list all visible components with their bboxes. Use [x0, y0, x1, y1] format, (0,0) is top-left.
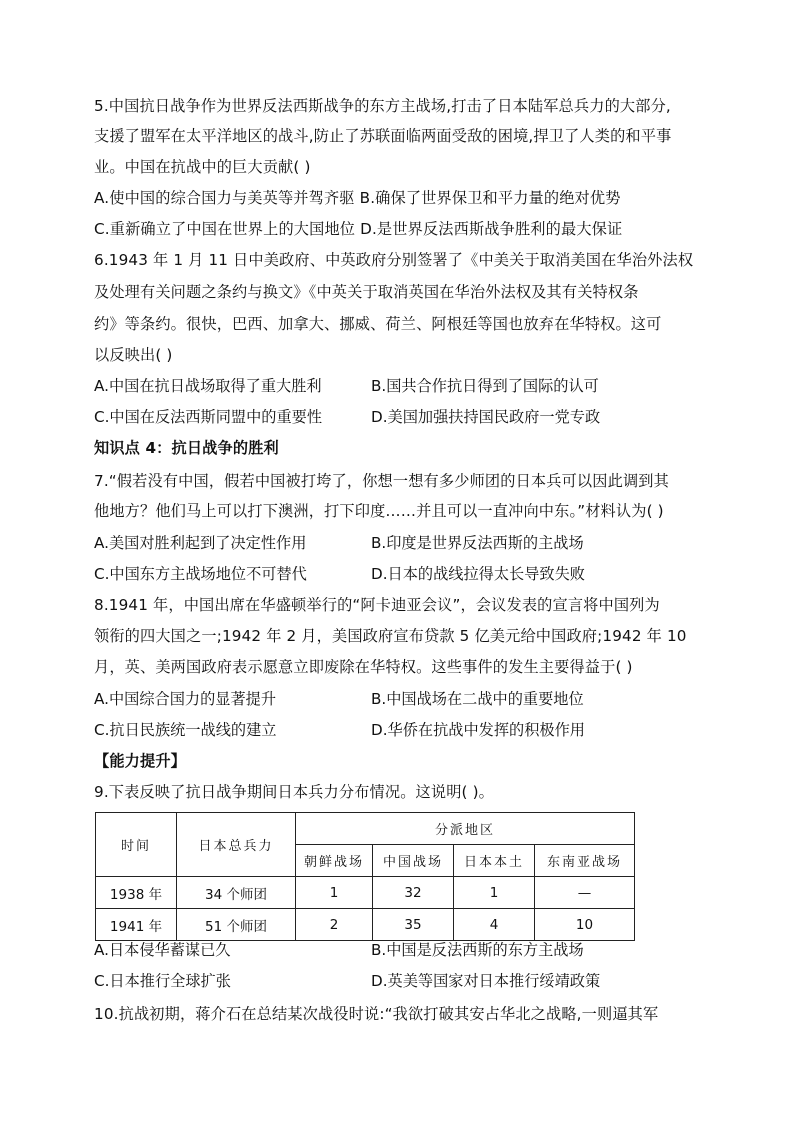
header-total-troops: 日本总兵力	[177, 813, 296, 877]
row-japan: 1	[454, 877, 535, 909]
q10-line-1: 10.抗战初期，蒋介石在总结某次战役时说:“我欲打破其安占华北之战略,一则逼其军	[94, 1005, 659, 1023]
row-total: 34 个师团	[177, 877, 296, 909]
q7-line-2: 他地方？他们马上可以打下澳洲，打下印度……并且可以一直冲向中东。”材料认为( )	[94, 502, 664, 520]
table-row	[96, 909, 635, 941]
q7-option-a: A.美国对胜利起到了决定性作用	[94, 534, 307, 552]
header-korea: 朝鲜战场	[296, 845, 373, 877]
row-total: 51 个师团	[177, 909, 296, 941]
row-southeast-asia: —	[535, 877, 635, 909]
q7-option-c: C.中国东方主战场地位不可替代	[94, 565, 307, 583]
q8-line-1: 8.1941 年，中国出席在华盛顿举行的“阿卡迪亚会议”，会议发表的宣言将中国列为	[94, 596, 660, 614]
q5-options-ab: A.使中国的综合国力与美英等并驾齐驱 B.确保了世界保卫和平力量的绝对优势	[94, 189, 621, 207]
row-korea: 1	[296, 877, 373, 909]
q6-option-a: A.中国在抗日战场取得了重大胜利	[94, 377, 322, 395]
q7-line-1: 7.“假若没有中国，假若中国被打垮了，你想一想有多少师团的日本兵可以因此调到其	[94, 472, 669, 490]
q6-line-3: 约》等条约。很快，巴西、加拿大、挪威、荷兰、阿根廷等国也放弃在华特权。这可	[94, 315, 662, 333]
q5-line-1: 5.中国抗日战争作为世界反法西斯战争的东方主战场,打击了日本陆军总兵力的大部分,	[94, 97, 671, 115]
q6-line-2: 及处理有关问题之条约与换文》《中英关于取消英国在华治外法权及其有关特权条	[94, 283, 639, 301]
q5-options-cd: C.重新确立了中国在世界上的大国地位 D.是世界反法西斯战争胜利的最大保证	[94, 220, 623, 238]
row-korea: 2	[296, 909, 373, 941]
header-time: 时间	[96, 813, 177, 877]
q8-option-d: D.华侨在抗战中发挥的积极作用	[371, 721, 585, 739]
q5-line-2: 支援了盟军在太平洋地区的战斗,防止了苏联面临两面受敌的困境,捍卫了人类的和平事	[94, 127, 672, 145]
q9-option-a: A.日本侵华蓄谋已久	[94, 941, 231, 959]
row-year: 1938 年	[96, 877, 177, 909]
table-row	[96, 877, 635, 909]
q6-line-1: 6.1943 年 1 月 11 日中美政府、中英政府分别签署了《中美关于取消美国在华治外法权	[94, 251, 694, 269]
row-china: 35	[373, 909, 454, 941]
q6-option-c: C.中国在反法西斯同盟中的重要性	[94, 408, 323, 426]
row-japan: 4	[454, 909, 535, 941]
ability-section-heading: 【能力提升】	[94, 752, 187, 770]
q9-stem: 9.下表反映了抗日战争期间日本兵力分布情况。这说明( )。	[94, 783, 495, 801]
q8-line-3: 月，英、美两国政府表示愿意立即废除在华特权。这些事件的发生主要得益于( )	[94, 658, 633, 676]
header-japan: 日本本土	[454, 845, 535, 877]
troop-distribution-table	[95, 812, 635, 941]
header-distribution: 分派地区	[296, 813, 635, 845]
section-4-heading: 知识点 4：抗日战争的胜利	[94, 439, 279, 457]
row-china: 32	[373, 877, 454, 909]
q9-option-d: D.英美等国家对日本推行绥靖政策	[371, 972, 601, 990]
row-year: 1941 年	[96, 909, 177, 941]
q9-option-c: C.日本推行全球扩张	[94, 972, 231, 990]
header-china: 中国战场	[373, 845, 454, 877]
q5-line-3: 业。中国在抗战中的巨大贡献( )	[94, 158, 311, 176]
row-southeast-asia: 10	[535, 909, 635, 941]
q6-option-b: B.国共合作抗日得到了国际的认可	[371, 377, 599, 395]
q6-option-d: D.美国加强扶持国民政府一党专政	[371, 408, 601, 426]
q8-option-c: C.抗日民族统一战线的建立	[94, 721, 277, 739]
q7-option-d: D.日本的战线拉得太长导致失败	[371, 565, 585, 583]
header-southeast-asia: 东南亚战场	[535, 845, 635, 877]
q8-option-a: A.中国综合国力的显著提升	[94, 690, 277, 708]
q7-option-b: B.印度是世界反法西斯的主战场	[371, 534, 584, 552]
q8-line-2: 领衔的四大国之一;1942 年 2 月，美国政府宣布贷款 5 亿美元给中国政府;1942 年 10	[94, 627, 687, 645]
q6-line-4: 以反映出( )	[94, 346, 173, 364]
q8-option-b: B.中国战场在二战中的重要地位	[371, 690, 584, 708]
q9-option-b: B.中国是反法西斯的东方主战场	[371, 941, 584, 959]
